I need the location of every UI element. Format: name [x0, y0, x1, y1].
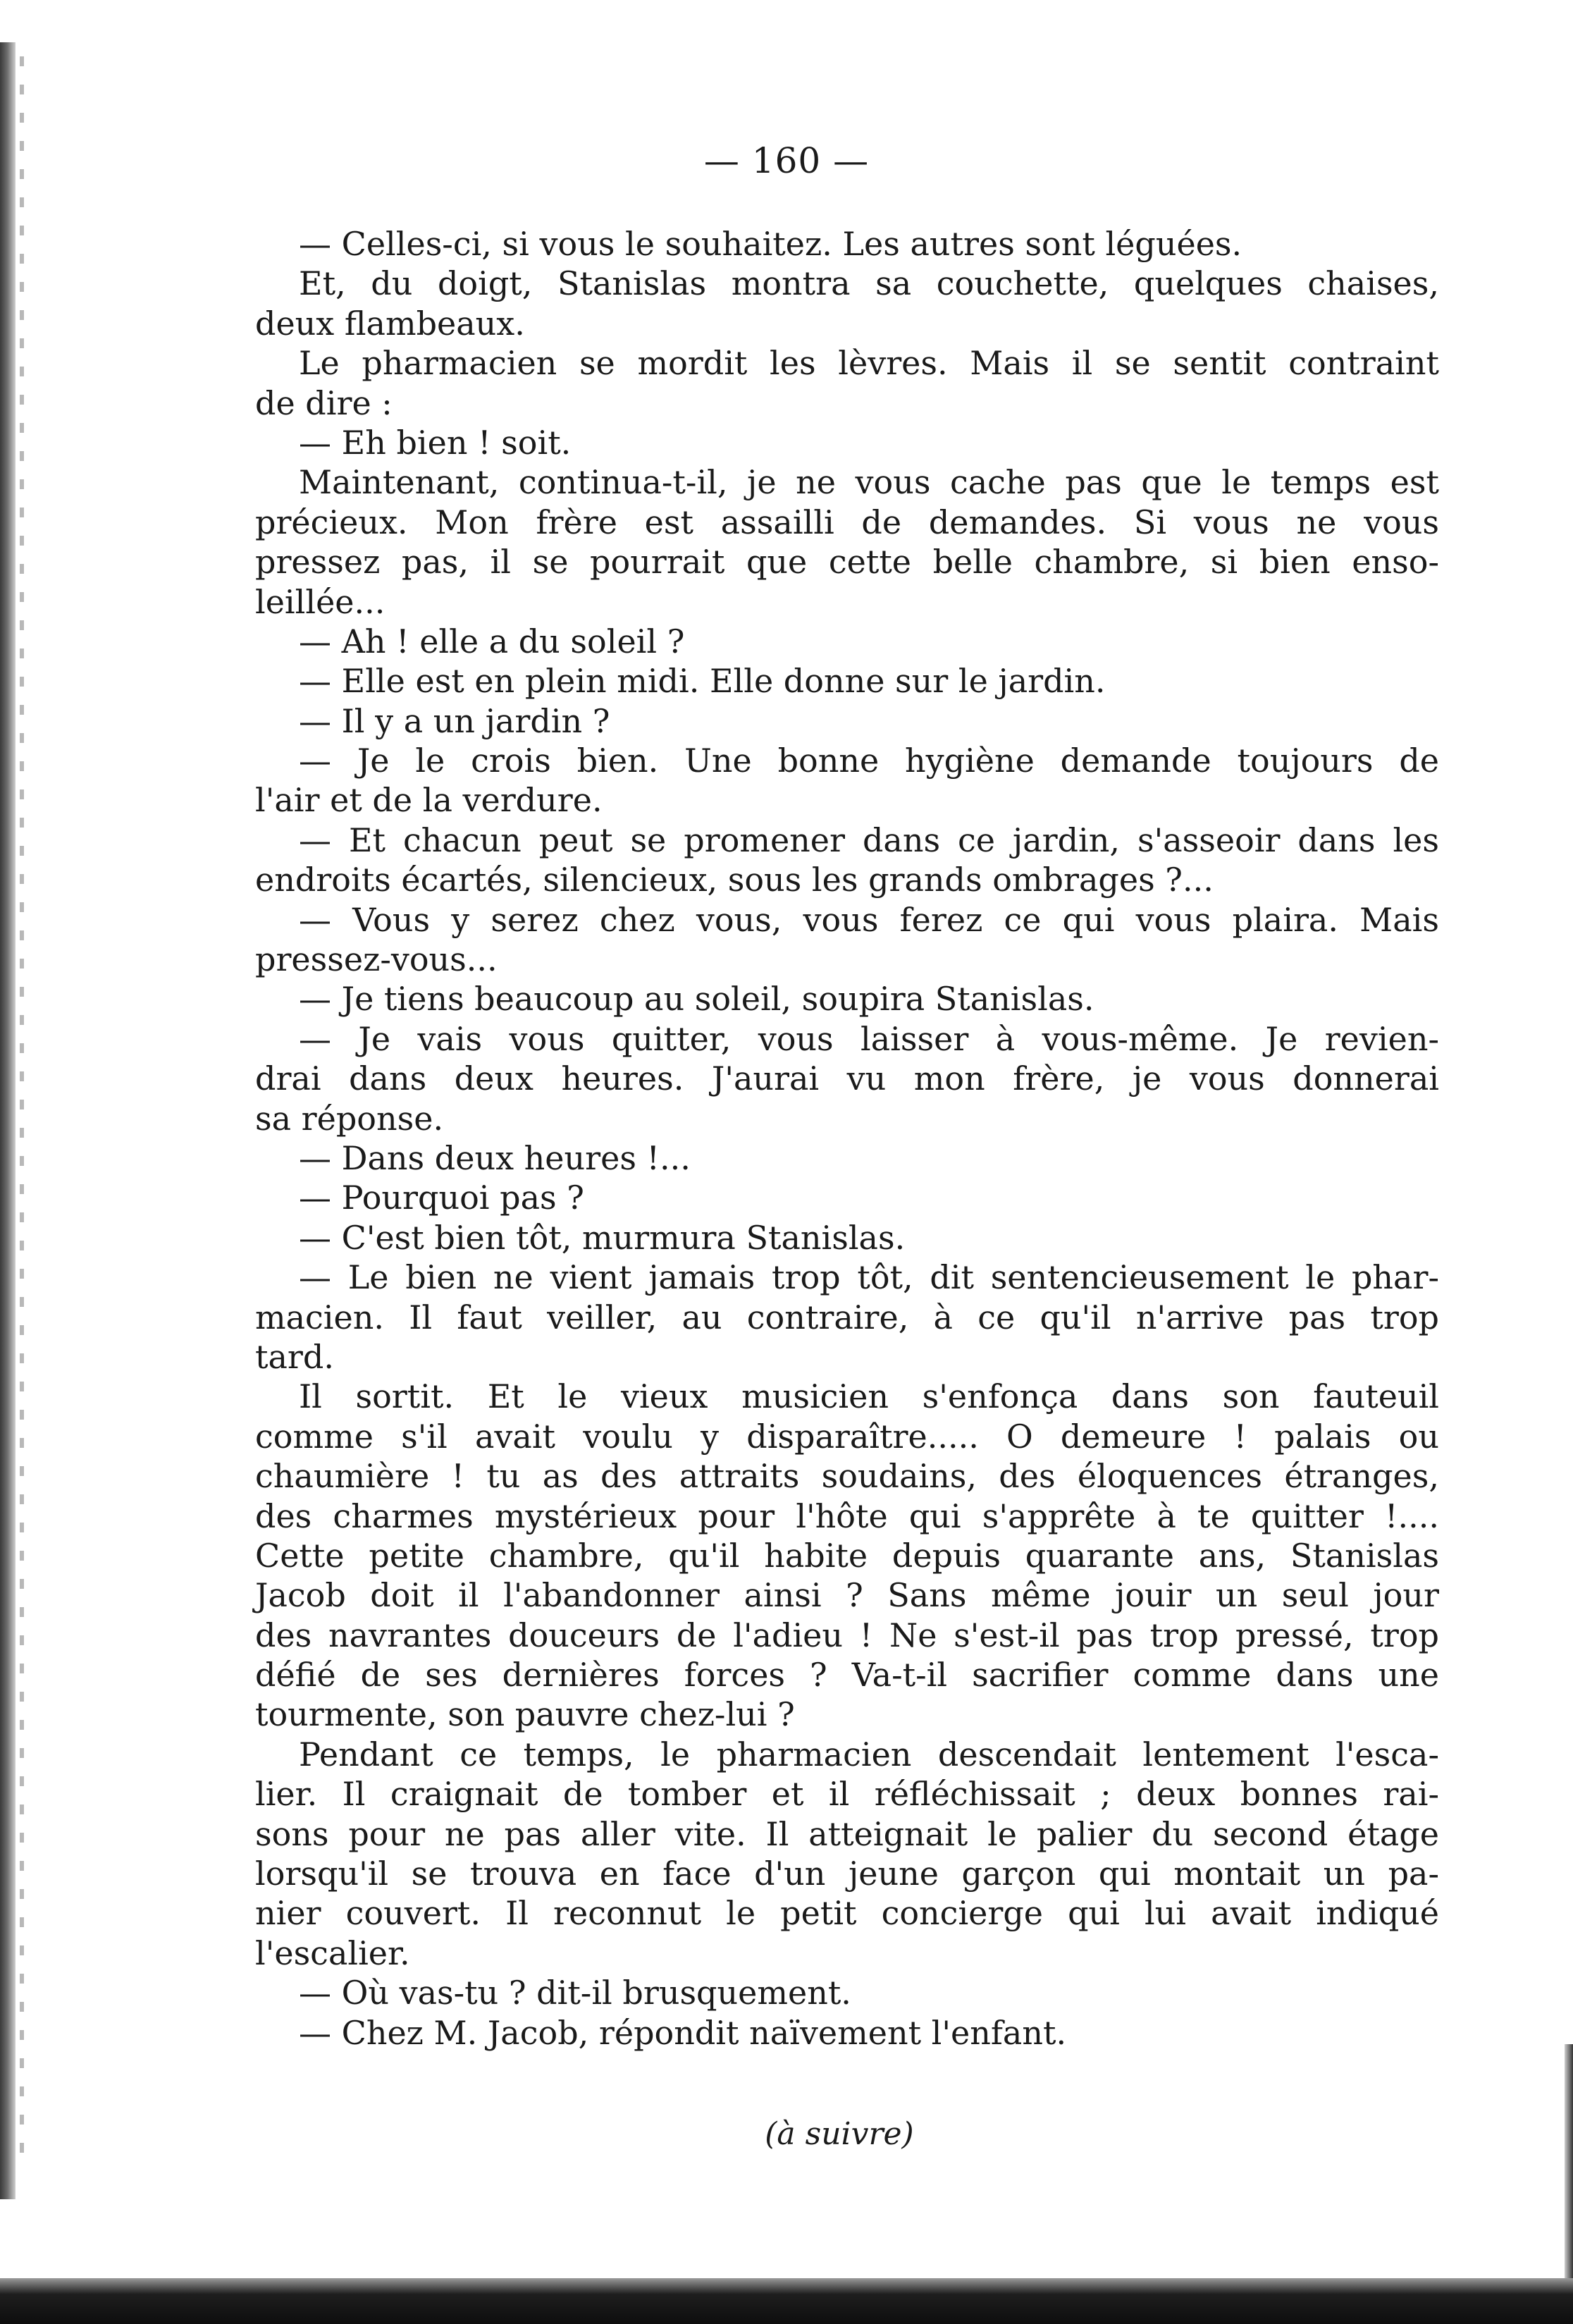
text-line: tourmente, son pauvre chez-lui ?	[255, 1695, 795, 1734]
scan-edge-left	[0, 42, 16, 2199]
scan-edge-marks	[20, 56, 24, 2157]
text-line: — Pourquoi pas ?	[299, 1179, 584, 1217]
text-line: — Où vas-tu ? dit-il brusquement.	[299, 1974, 851, 2012]
text-line: deux flambeaux.	[255, 304, 525, 343]
text-line: — Dans deux heures !...	[299, 1138, 691, 1177]
text-line: — Chez M. Jacob, répondit naïvement l'enfant.	[299, 2013, 1067, 2052]
text-line: Maintenant, continua-t-il, je ne vous cache pas que le temps est	[299, 463, 1439, 502]
text-line: l'air et de la verdure.	[255, 781, 603, 820]
text-line: Cette petite chambre, qu'il habite depuis quarante ans, Stanislas	[255, 1536, 1439, 1575]
text-line: drai dans deux heures. J'aurai vu mon frère, je vous donnerai	[255, 1059, 1439, 1098]
text-line: des charmes mystérieux pour l'hôte qui s'apprête à te quitter !....	[255, 1496, 1439, 1535]
text-line: — Celles-ci, si vous le souhaitez. Les autres sont léguées.	[299, 225, 1242, 263]
text-line: endroits écartés, silencieux, sous les grands ombrages ?...	[255, 861, 1214, 899]
text-line: — Je tiens beaucoup au soleil, soupira Stanislas.	[299, 980, 1094, 1019]
continuation-note: (à suivre)	[765, 2116, 914, 2152]
scan-edge-bottom	[0, 2278, 1573, 2324]
text-line: Il sortit. Et le vieux musicien s'enfonça dans son fauteuil	[299, 1377, 1439, 1416]
text-line: lorsqu'il se trouva en face d'un jeune garçon qui montait un pa-	[255, 1855, 1439, 1893]
text-line: pressez-vous...	[255, 940, 498, 979]
text-line: — C'est bien tôt, murmura Stanislas.	[299, 1218, 906, 1257]
text-line: de dire :	[255, 383, 393, 422]
text-line: — Je le crois bien. Une bonne hygiène demande toujours de	[299, 742, 1439, 780]
text-line: — Il y a un jardin ?	[299, 701, 610, 740]
scan-edge-right	[1565, 2044, 1573, 2284]
text-line: — Et chacun peut se promener dans ce jardin, s'asseoir dans les	[299, 820, 1439, 859]
text-line: leillée...	[255, 582, 385, 621]
text-line: sons pour ne pas aller vite. Il atteignait le palier du second étage	[255, 1814, 1439, 1853]
text-line: — Vous y serez chez vous, vous ferez ce qui vous plaira. Mais	[299, 900, 1439, 939]
text-line: — Ah ! elle a du soleil ?	[299, 622, 685, 660]
text-line: pressez pas, il se pourrait que cette belle chambre, si bien enso-	[255, 543, 1439, 582]
text-line: défié de ses dernières forces ? Va-t-il sacrifier comme dans une	[255, 1656, 1439, 1695]
text-line: chaumière ! tu as des attraits soudains, des éloquences étranges,	[255, 1457, 1439, 1496]
body-text	[255, 224, 1439, 2053]
text-line: macien. Il faut veiller, au contraire, à ce qu'il n'arrive pas trop	[255, 1298, 1439, 1336]
text-line: Le pharmacien se mordit les lèvres. Mais il se sentit contraint	[299, 344, 1439, 383]
text-line: précieux. Mon frère est assailli de demandes. Si vous ne vous	[255, 503, 1439, 541]
text-line: Jacob doit il l'abandonner ainsi ? Sans même jouir un seul jour	[255, 1576, 1439, 1615]
text-line: — Je vais vous quitter, vous laisser à vous-même. Je revien-	[299, 1019, 1439, 1058]
text-line: Et, du doigt, Stanislas montra sa couchette, quelques chaises,	[299, 264, 1439, 303]
text-line: des navrantes douceurs de l'adieu ! Ne s'est-il pas trop pressé, trop	[255, 1616, 1439, 1654]
text-line: — Elle est en plein midi. Elle donne sur le jardin.	[299, 662, 1106, 701]
text-line: sa réponse.	[255, 1099, 444, 1138]
text-line: comme s'il avait voulu y disparaître..... O demeure ! palais ou	[255, 1417, 1439, 1456]
text-line: tard.	[255, 1337, 334, 1376]
text-line: l'escalier.	[255, 1933, 410, 1972]
text-line: — Le bien ne vient jamais trop tôt, dit sentencieusement le phar-	[299, 1258, 1439, 1297]
text-line: lier. Il craignait de tomber et il réfléchissait ; deux bonnes rai-	[255, 1775, 1439, 1814]
page-number: — 160 —	[703, 140, 870, 181]
text-line: Pendant ce temps, le pharmacien descendait lentement l'esca-	[299, 1735, 1439, 1773]
text-line: — Eh bien ! soit.	[299, 423, 572, 462]
text-line: nier couvert. Il reconnut le petit concierge qui lui avait indiqué	[255, 1894, 1439, 1933]
